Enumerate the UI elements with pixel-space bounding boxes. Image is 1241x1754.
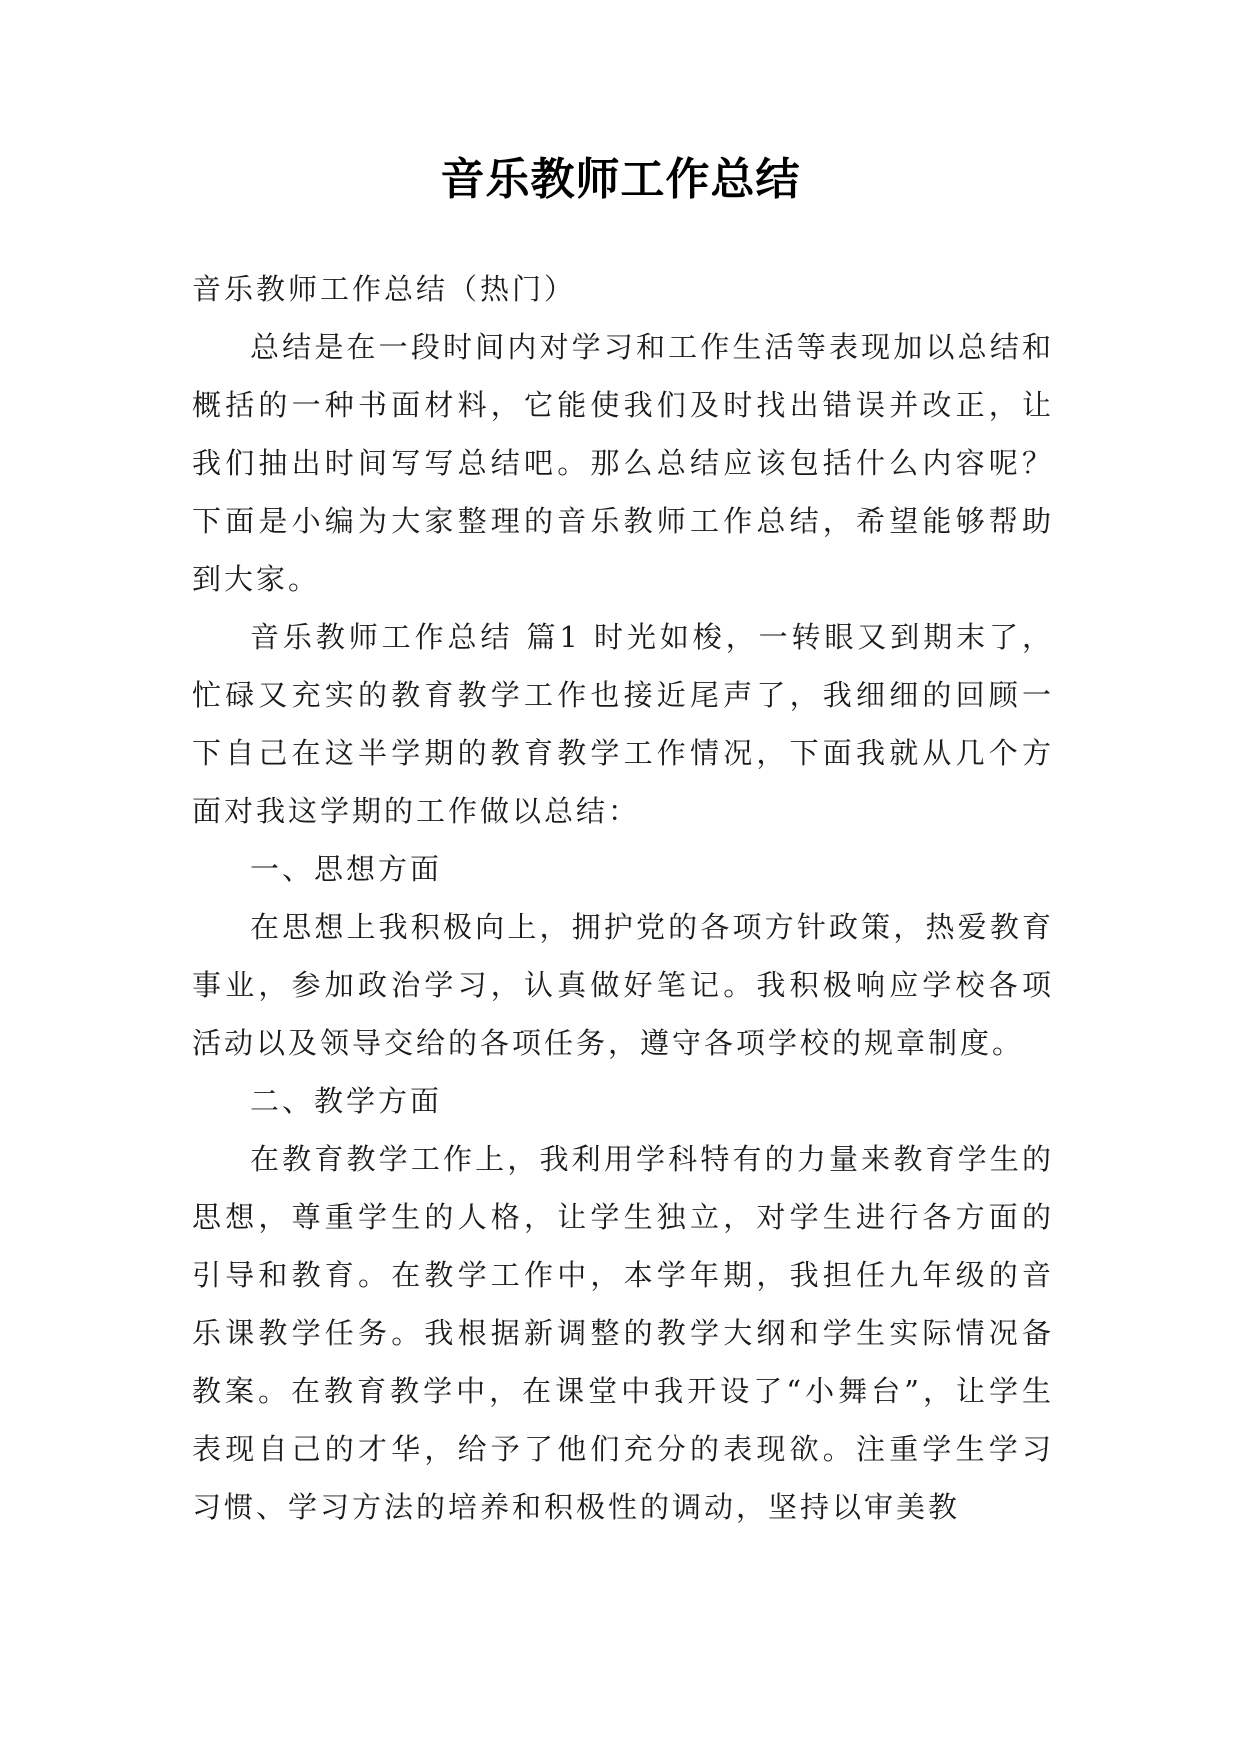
paragraph-intro-heading: 音乐教师工作总结（热门） [192, 272, 577, 306]
section-heading-thought: 一、思想方面 [250, 852, 443, 886]
document-body [192, 260, 1054, 1536]
document-title: 音乐教师工作总结 [440, 154, 801, 205]
paragraph-summary-definition: 总结是在一段时间内对学习和工作生活等表现加以总结和概括的一种书面材料，它能使我们及时找出错误并改正，让我们抽出时间写写总结吧。那么总结应该包括什么内容呢？下面是小编为大家整理的音乐教师工作总结，希望能够帮助到大家。 [192, 330, 1054, 596]
section-heading-teaching: 二、教学方面 [250, 1084, 443, 1118]
paragraph-thought: 在思想上我积极向上，拥护党的各项方针政策，热爱教育事业，参加政治学习，认真做好笔记。我积极响应学校各项活动以及领导交给的各项任务，遵守各项学校的规章制度。 [192, 910, 1054, 1060]
paragraph-teaching: 在教育教学工作上，我利用学科特有的力量来教育学生的思想，尊重学生的人格，让学生独立，对学生进行各方面的引导和教育。在教学工作中，本学年期，我担任九年级的音乐课教学任务。我根据新调整的教学大纲和学生实际情况备教案。在教育教学中，在课堂中我开设了“小舞台”，让学生表现自己的才华，给予了他们充分的表现欲。注重学生学习习惯、学习方法的培养和积极性的调动，坚持以审美教 [192, 1142, 1054, 1524]
paragraph-article-1-opening: 音乐教师工作总结 篇1 时光如梭，一转眼又到期末了，忙碌又充实的教育教学工作也接近尾声了，我细细的回顾一下自己在这半学期的教育教学工作情况，下面我就从几个方面对我这学期的工作做以总结： [192, 620, 1054, 828]
